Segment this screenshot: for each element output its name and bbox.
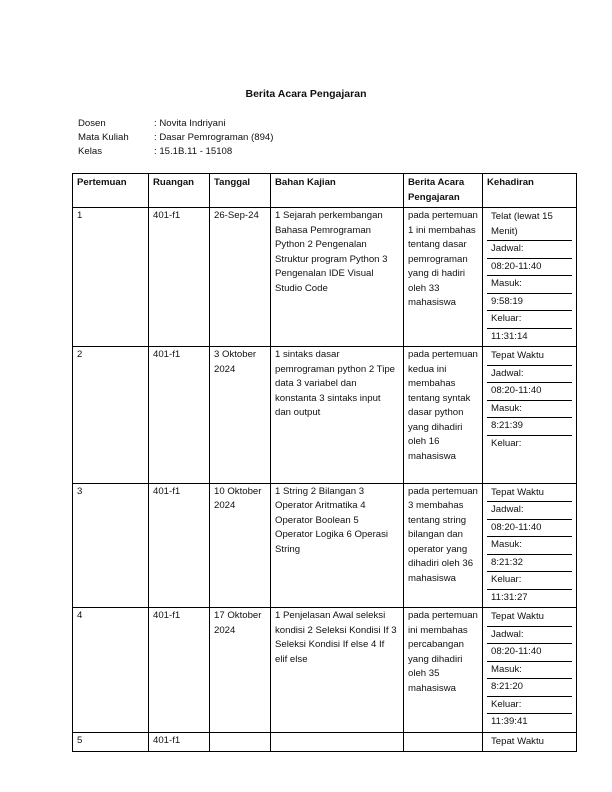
header-bahan-kajian: Bahan Kajian (271, 174, 404, 208)
table-row (73, 347, 577, 484)
page-title: Berita Acara Pengajaran (245, 88, 367, 100)
masuk-value: 9:58:19 (487, 294, 572, 312)
jadwal-value: 08:20-11:40 (487, 259, 572, 277)
masuk-label: Masuk: (487, 662, 572, 680)
cell-kehadiran (483, 347, 577, 484)
keluar-value: 11:39:41 (491, 716, 528, 727)
masuk-value: 8:21:39 (487, 418, 572, 436)
cell-pertemuan: 4 (73, 608, 149, 733)
cell-pertemuan: 2 (73, 347, 149, 484)
cell-bahan-kajian: 1 Sejarah perkembangan Bahasa Pemrograman Python 2 Pengenalan Struktur program Python 3 Pengenalan IDE Visual Studio Code (271, 208, 404, 347)
header-tanggal: Tanggal (210, 174, 271, 208)
cell-ruangan: 401-f1 (149, 732, 210, 752)
attendance-status: Tepat Waktu (491, 735, 544, 747)
cell-kehadiran (483, 608, 577, 733)
kelas-value: : 15.1B.11 - 15108 (154, 146, 233, 157)
cell-ruangan: 401-f1 (149, 347, 210, 484)
table-header-row (73, 174, 577, 208)
keluar-label: Keluar: (487, 311, 572, 329)
cell-berita-acara: pada pertemuan 1 ini membahas tentang dasar pemrograman yang di hadiri oleh 33 mahasiswa (404, 208, 483, 347)
cell-tanggal: 10 Oktober 2024 (210, 483, 271, 608)
cell-berita-acara: pada pertemuan ini membahas percabangan yang dihadiri oleh 35 mahasiswa (404, 608, 483, 733)
cell-ruangan: 401-f1 (149, 483, 210, 608)
jadwal-label: Jadwal: (487, 241, 572, 259)
masuk-value: 8:21:32 (487, 555, 572, 573)
matkul-value: : Dasar Pemrograman (894) (154, 132, 274, 143)
cell-berita-acara: pada pertemuan 3 membahas tentang string bilangan dan operator yang dihadiri oleh 36 mahasiswa (404, 483, 483, 608)
cell-berita-acara: pada pertemuan kedua ini membahas tentang syntak dasar python yang dihadiri oleh 16 mahasiswa (404, 347, 483, 484)
jadwal-value: 08:20-11:40 (487, 383, 572, 401)
cell-kehadiran (483, 208, 577, 347)
header-kehadiran: Kehadiran (483, 174, 577, 208)
masuk-label: Masuk: (487, 276, 572, 294)
cell-tanggal: 3 Oktober 2024 (210, 347, 271, 484)
cell-kehadiran (483, 483, 577, 608)
masuk-label: Masuk: (487, 401, 572, 419)
keluar-value: 11:31:27 (491, 591, 528, 603)
cell-ruangan: 401-f1 (149, 208, 210, 347)
table-row (73, 483, 577, 608)
cell-bahan-kajian: 1 String 2 Bilangan 3 Operator Aritmatika 4 Operator Boolean 5 Operator Logika 6 Operasi String (271, 483, 404, 608)
info-row-matkul (78, 131, 273, 145)
dosen-label: Dosen (78, 118, 106, 129)
table-row (73, 732, 577, 752)
cell-bahan-kajian (271, 732, 404, 752)
attendance-table (72, 173, 577, 752)
header-ruangan: Ruangan (149, 174, 210, 208)
keluar-label: Keluar: (491, 437, 522, 449)
kelas-label: Kelas (78, 146, 102, 157)
keluar-label: Keluar: (487, 697, 572, 715)
header-berita-acara: Berita Acara Pengajaran (404, 174, 483, 208)
cell-ruangan: 401-f1 (149, 608, 210, 733)
cell-tanggal: 17 Oktober 2024 (210, 608, 271, 733)
info-row-kelas (78, 145, 273, 159)
cell-tanggal (210, 732, 271, 752)
masuk-label: Masuk: (487, 537, 572, 555)
matkul-label: Mata Kuliah (78, 132, 129, 143)
cell-bahan-kajian: 1 sintaks dasar pemrograman python 2 Tipe data 3 variabel dan konstanta 3 sintaks input dan output (271, 347, 404, 484)
header-pertemuan: Pertemuan (73, 174, 149, 208)
attendance-status: Tepat Waktu (487, 348, 572, 366)
jadwal-value: 08:20-11:40 (487, 520, 572, 538)
jadwal-label: Jadwal: (487, 366, 572, 384)
jadwal-label: Jadwal: (487, 627, 572, 645)
cell-bahan-kajian: 1 Penjelasan Awal seleksi kondisi 2 Seleksi Kondisi If 3 Seleksi Kondisi If else 4 If elif else (271, 608, 404, 733)
info-row-dosen (78, 117, 273, 131)
masuk-value: 8:21:20 (487, 679, 572, 697)
cell-pertemuan: 1 (73, 208, 149, 347)
keluar-value: 11:31:14 (491, 330, 528, 342)
cell-tanggal: 26-Sep-24 (210, 208, 271, 347)
keluar-label: Keluar: (487, 572, 572, 590)
attendance-status: Tepat Waktu (487, 609, 572, 627)
jadwal-label: Jadwal: (487, 502, 572, 520)
table-row (73, 208, 577, 347)
cell-berita-acara (404, 732, 483, 752)
jadwal-value: 08:20-11:40 (487, 644, 572, 662)
attendance-status: Telat (lewat 15 Menit) (487, 209, 572, 241)
course-info (78, 117, 273, 159)
attendance-status: Tepat Waktu (487, 485, 572, 503)
dosen-value: : Novita Indriyani (154, 118, 226, 129)
cell-pertemuan: 5 (73, 732, 149, 752)
table-row (73, 608, 577, 733)
cell-pertemuan: 3 (73, 483, 149, 608)
cell-kehadiran (483, 732, 577, 752)
